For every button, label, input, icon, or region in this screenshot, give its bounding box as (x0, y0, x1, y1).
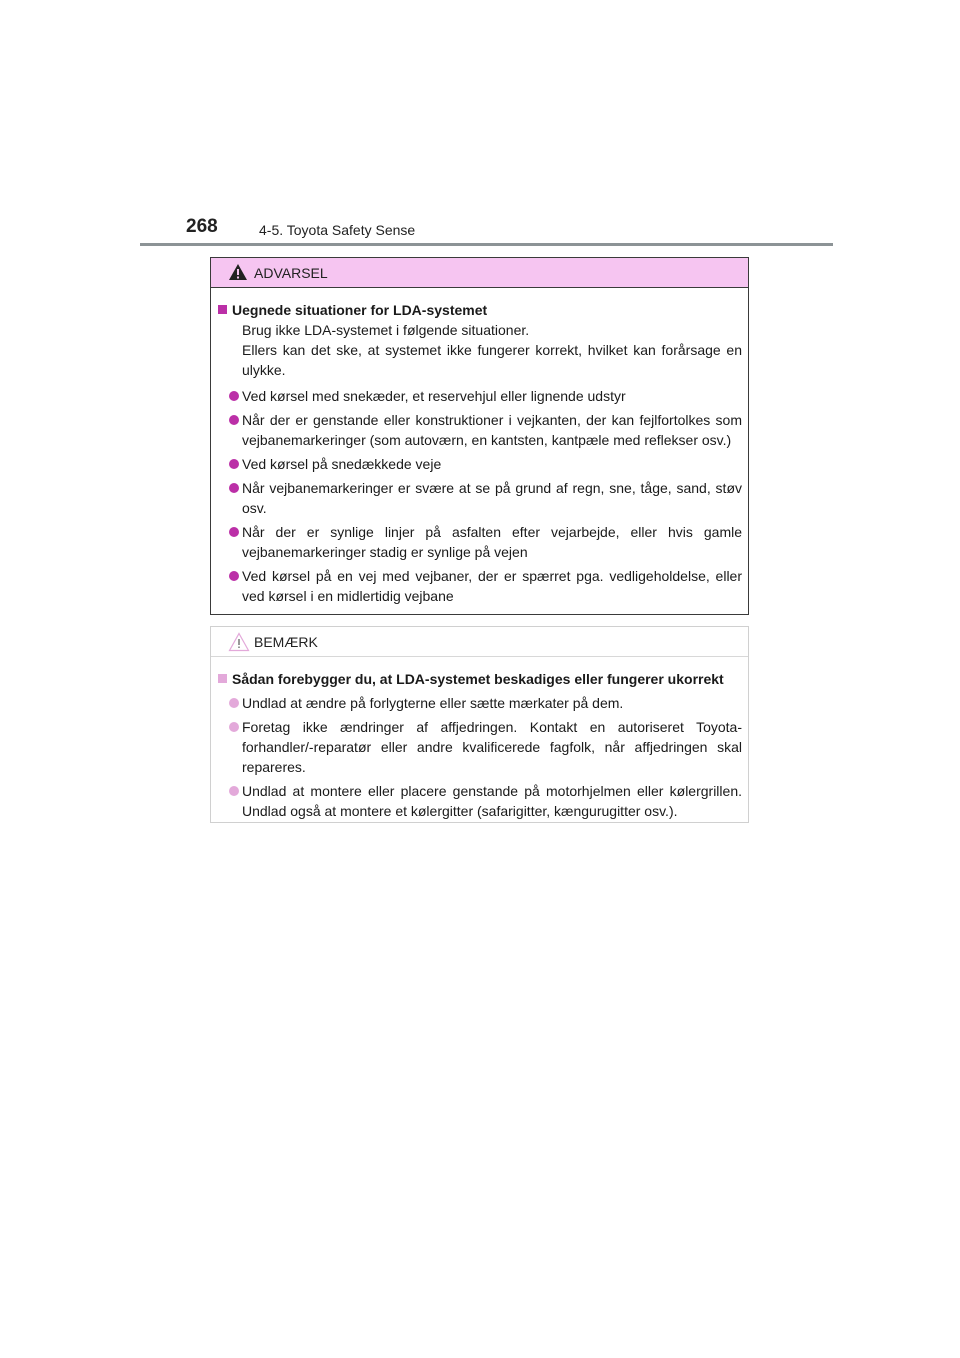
section-square-icon (218, 305, 227, 314)
list-item-text: Ved kørsel med snekæder, et reservehjul eller lignende udstyr (242, 388, 626, 404)
warning-label: ADVARSEL (254, 265, 328, 281)
list-item (218, 386, 742, 406)
list-item (218, 410, 742, 450)
list-item (218, 693, 742, 713)
list-item-text: Når vejbanemarkeringer er svære at se på grund af regn, sne, tåge, sand, støv osv. (242, 480, 742, 516)
header-divider (140, 243, 833, 246)
list-item (218, 478, 742, 518)
bullet-dot-icon (229, 391, 239, 401)
note-heading-text: Sådan forebygger du, at LDA-systemet beskadiges eller fungerer ukorrekt (232, 671, 724, 687)
bullet-dot-icon (229, 722, 239, 732)
list-item (218, 522, 742, 562)
bullet-dot-icon (229, 786, 239, 796)
bullet-dot-icon (229, 415, 239, 425)
bullet-dot-icon (229, 459, 239, 469)
note-box (210, 626, 749, 823)
warning-body (211, 288, 748, 606)
note-bullet-list (218, 693, 742, 821)
list-item-text: Når der er synlige linjer på asfalten efter vejarbejde, eller hvis gamle vejbanemarkeringer stadig er synlige på vejen (242, 524, 742, 560)
page-number: 268 (186, 216, 218, 237)
list-item-text: Undlad at montere eller placere genstande på motorhjelmen eller kølergrillen. Undlad også at montere et kølergitter (safarigitter, kængurugitter osv.). (242, 783, 742, 819)
note-heading (218, 669, 742, 689)
list-item (218, 566, 742, 606)
note-box-header (211, 627, 748, 657)
note-label: BEMÆRK (254, 634, 318, 650)
warning-box (210, 257, 749, 615)
section-square-icon (218, 674, 227, 683)
warning-triangle-icon (228, 263, 248, 281)
caution-outline-triangle-icon (228, 632, 250, 652)
list-item-text: Når der er genstande eller konstruktioner i vejkanten, der kan fejlfortolkes som vejbanemarkeringer (som autoværn, en kantsten, kantpæle med reflekser osv.) (242, 412, 742, 448)
list-item-text: Ved kørsel på en vej med vejbaner, der er spærret pga. vedligeholdelse, eller ved kørsel i en midlertidig vejbane (242, 568, 742, 604)
warning-heading-text: Uegnede situationer for LDA-systemet (232, 302, 488, 318)
warning-intro-2: Ellers kan det ske, at systemet ikke fungerer korrekt, hvilket kan forårsage en ulykke. (242, 342, 742, 378)
warning-bullet-list (218, 386, 742, 606)
list-item (218, 717, 742, 777)
bullet-dot-icon (229, 698, 239, 708)
bullet-dot-icon (229, 483, 239, 493)
list-item (218, 454, 742, 474)
bullet-dot-icon (229, 571, 239, 581)
list-item (218, 781, 742, 821)
list-item-text: Undlad at ændre på forlygterne eller sætte mærkater på dem. (242, 695, 624, 711)
warning-box-header (211, 258, 748, 288)
note-body (211, 657, 748, 821)
list-item-text: Foretag ikke ændringer af affjedringen. Kontakt en autoriseret Toyota-forhandler/-reparatør eller andre kvalificerede fagfolk, når affjedringen skal repareres. (242, 719, 742, 775)
warning-intro-1: Brug ikke LDA-systemet i følgende situationer. (242, 322, 530, 338)
section-title: 4-5. Toyota Safety Sense (259, 222, 416, 238)
warning-heading (218, 300, 742, 320)
bullet-dot-icon (229, 527, 239, 537)
list-item-text: Ved kørsel på snedækkede veje (242, 456, 442, 472)
